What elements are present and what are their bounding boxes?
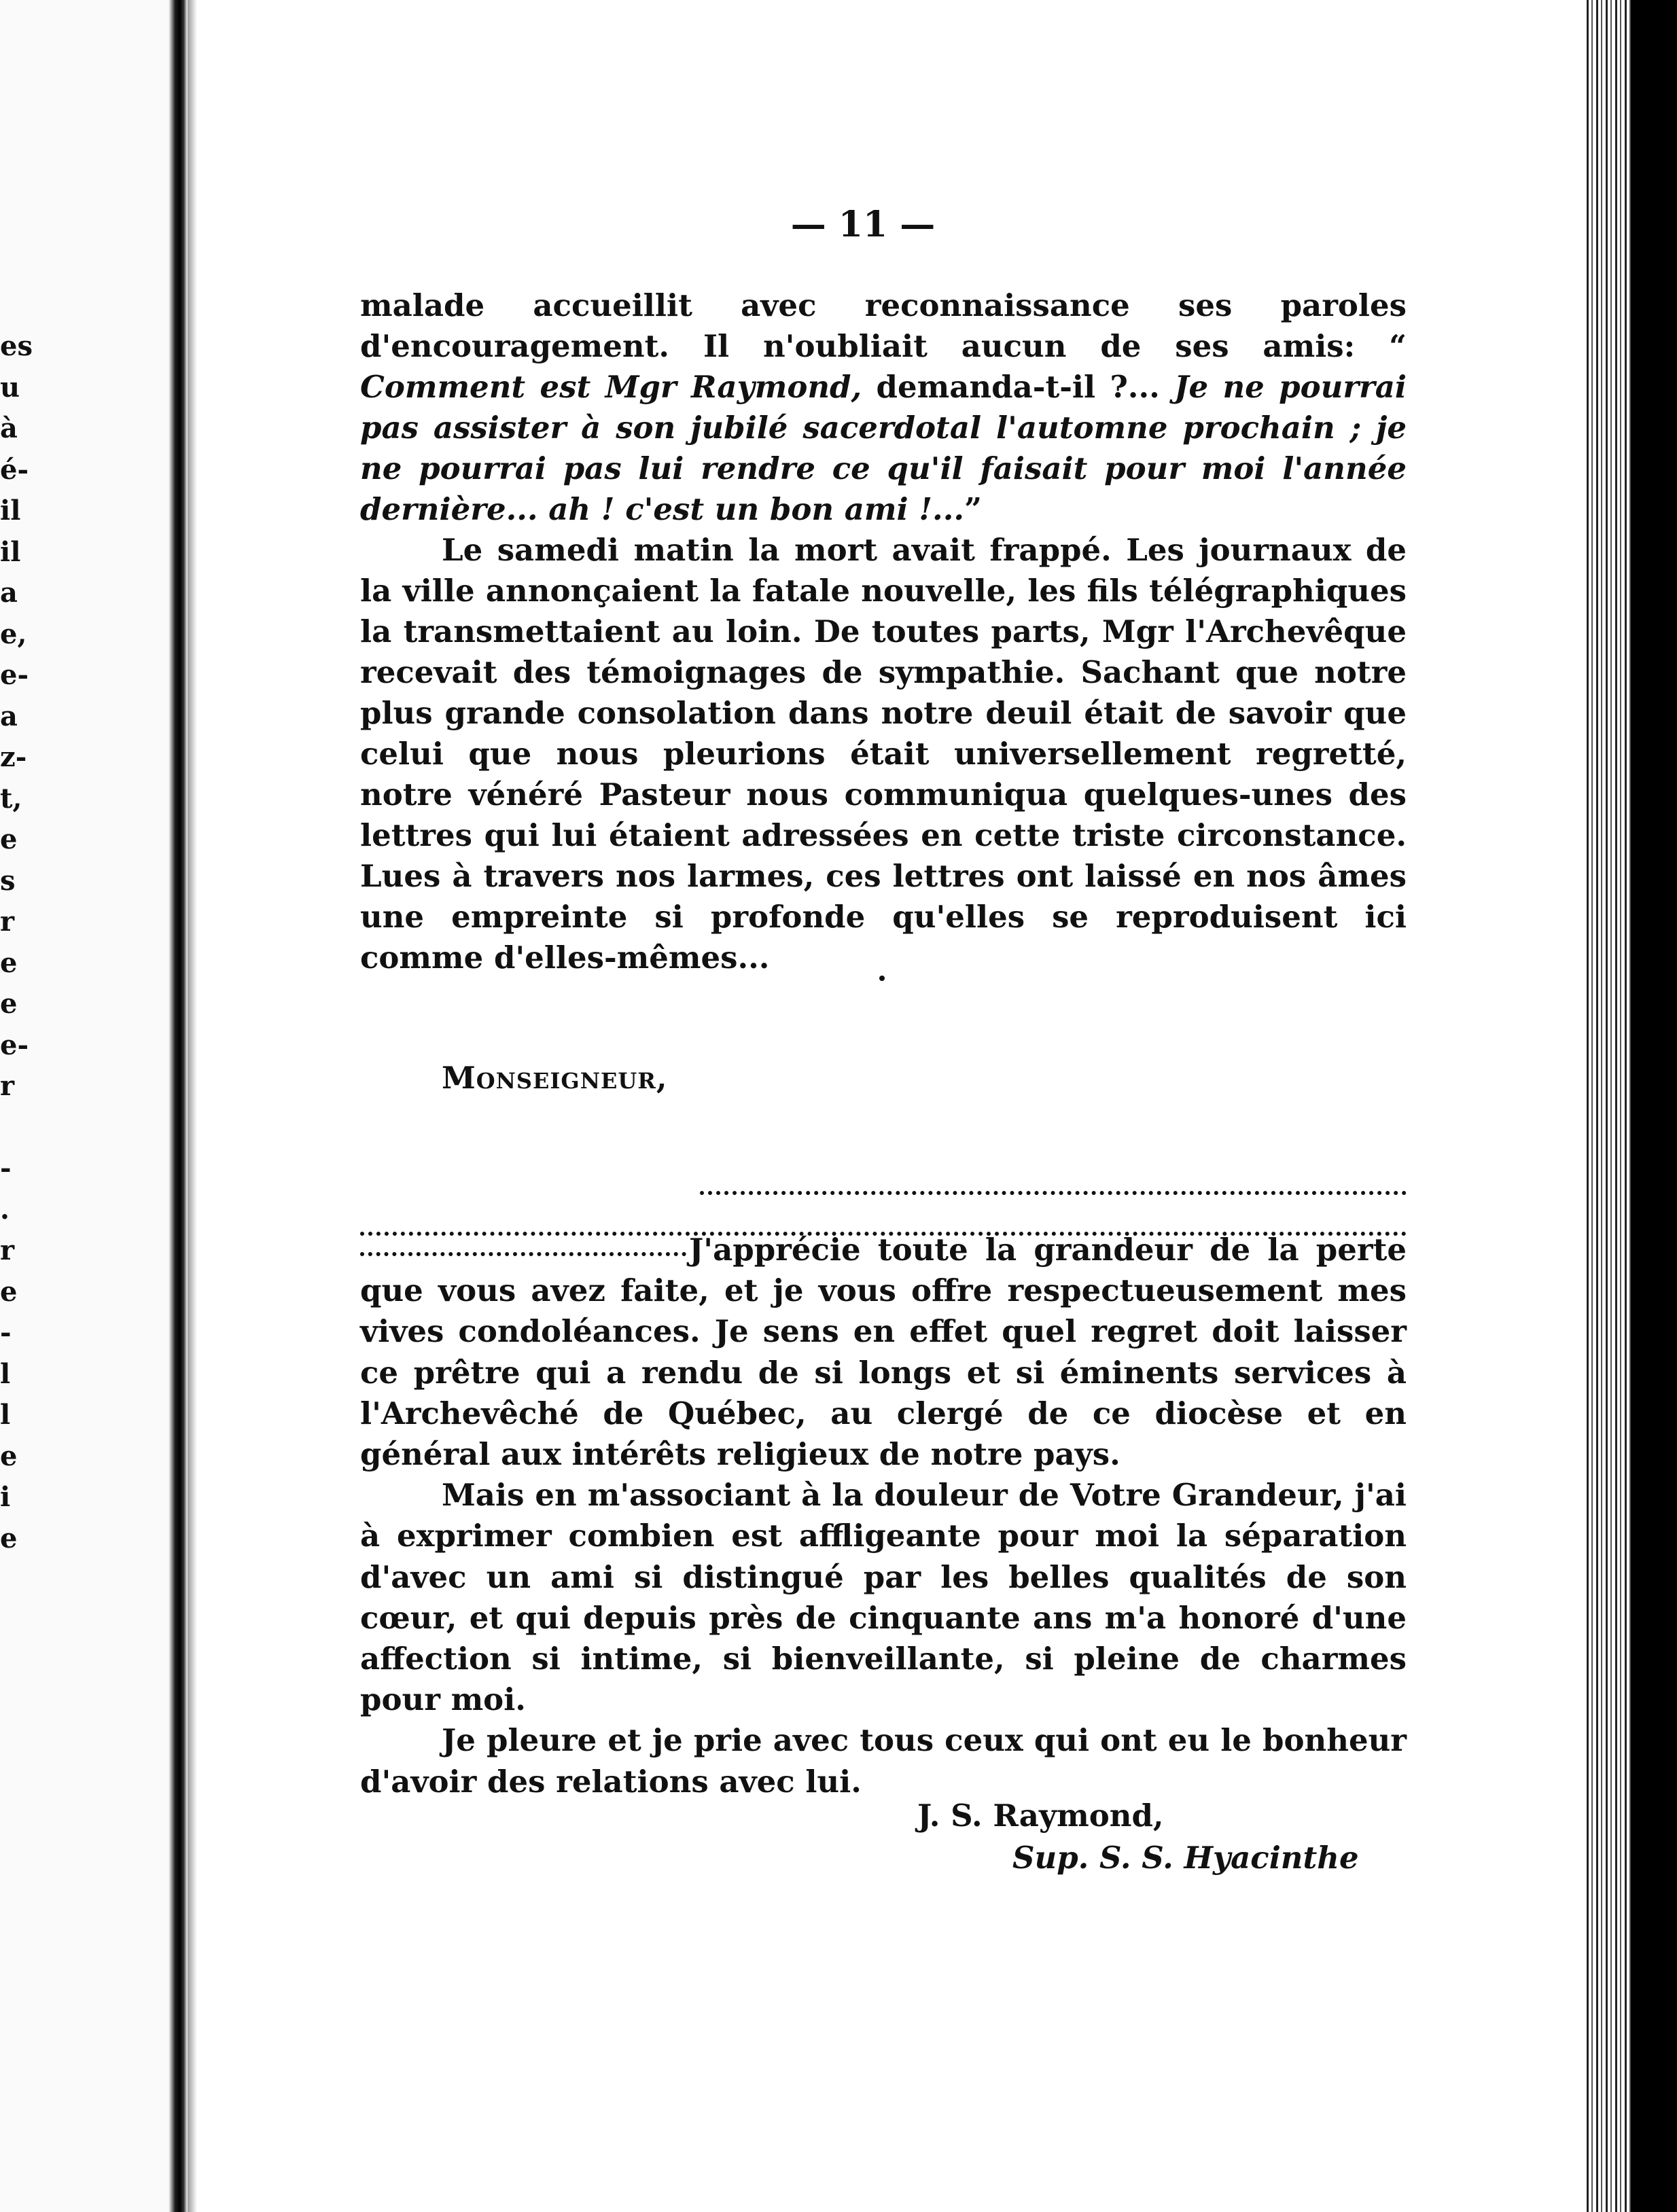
facing-page-fragment: s	[0, 864, 16, 897]
facing-page-fragments	[0, 326, 33, 1559]
facing-page-fragment: e-	[0, 659, 29, 691]
facing-page-edge	[0, 0, 170, 2212]
facing-page-fragment: à	[0, 412, 18, 444]
ornament-dot	[879, 976, 885, 981]
facing-page-fragment: e,	[0, 618, 27, 650]
letter-paragraph-1-text: J'apprécie toute la grandeur de la perte que vous avez faite, et je vous offre respectueusement mes vives condoléances. Je sens en effet quel regret doit laisser ce prêtre qui a rendu de si longs et si éminents services à l'Archevêché de Québec, au clergé de ce diocèse et en général aux intérêts religieux de notre pays.	[360, 1232, 1407, 1473]
scan-border	[1631, 0, 1677, 2212]
paragraph-1-italic-a: Comment est Mgr Raymond,	[360, 369, 862, 405]
facing-page-fragment: é-	[0, 453, 29, 486]
letter-body	[360, 1230, 1407, 1802]
signature	[917, 1795, 1359, 1879]
letter-paragraph-3: Je pleure et je prie avec tous ceux qui ont eu le bonheur d'avoir des relations avec lui.	[360, 1722, 1407, 1800]
facing-page-fragment	[0, 1107, 27, 1149]
page-number: — 11 —	[790, 204, 936, 245]
facing-page-fragment: a	[0, 700, 18, 732]
paragraph-2: Le samedi matin la mort avait frappé. Les journaux de la ville annonçaient la fatale nouvelle, les fils télégraphiques la transmettaient au loin. De toutes parts, Mgr l'Archevêque recevait des témoignages de sympathie. Sachant que notre plus grande consolation dans notre deuil était de savoir que celui que nous pleurions était universellement regretté, notre vénéré Pasteur nous communiqua quelques-unes des lettres qui lui étaient adressées en cette triste circonstance. Lues à travers nos larmes, ces lettres ont laissé en nos âmes une empreinte si profonde qu'elles se reproduisent ici comme d'elles-mêmes...	[360, 532, 1407, 976]
facing-page-fragment: i	[0, 1481, 11, 1513]
letter-salutation: Monseigneur,	[442, 1060, 668, 1096]
dotted-leader	[700, 1191, 1407, 1195]
signature-name: J. S. Raymond,	[917, 1798, 1164, 1834]
facing-page-fragment: r	[0, 1070, 15, 1102]
facing-page-fragment: u	[0, 371, 20, 404]
facing-page-fragment: e	[0, 988, 18, 1020]
facing-page-fragment: -	[0, 1317, 12, 1349]
elision-line	[360, 1165, 1407, 1206]
binding-gutter	[169, 0, 188, 2212]
facing-page-fragment: e	[0, 1440, 18, 1472]
facing-page-fragment: e	[0, 823, 18, 855]
signature-title: Sup. S. S. Hyacinthe	[1012, 1840, 1359, 1876]
facing-page-fragment: e	[0, 1275, 18, 1308]
paragraph-1-text-b: demanda-t-il ?...	[862, 369, 1175, 405]
facing-page-fragment: il	[0, 495, 21, 527]
facing-page-fragment: e-	[0, 1029, 29, 1061]
gutter-shadow	[188, 0, 197, 2212]
dotted-leader	[360, 1238, 686, 1256]
letter-paragraph-1	[360, 1230, 1407, 1475]
facing-page-fragment: t,	[0, 782, 22, 815]
facing-page-fragment: z-	[0, 741, 27, 773]
paragraph-1-text-a: malade accueillit avec reconnaissance ses paroles d'encouragement. Il n'oubliait aucun de ses amis: “	[360, 287, 1407, 364]
facing-page-fragment: -	[0, 1152, 12, 1184]
paragraph-1-text-c: ”	[964, 491, 982, 527]
facing-page-fragment: e	[0, 946, 18, 979]
facing-page-fragment: e	[0, 1522, 18, 1554]
facing-page-fragment: es	[0, 330, 33, 362]
facing-page-fragment: r	[0, 1234, 15, 1266]
facing-page-fragment: l	[0, 1357, 11, 1390]
facing-page-fragment: r	[0, 906, 15, 938]
body-text	[360, 285, 1407, 978]
facing-page-fragment: il	[0, 535, 21, 568]
letter-paragraph-2: Mais en m'associant à la douleur de Votre Grandeur, j'ai à exprimer combien est affligeante pour moi la séparation d'avec un ami si distingué par les belles qualités de son cœur, et qui depuis près de cinquante ans m'a honoré d'une affection si intime, si bienveillante, si pleine de charmes pour moi.	[360, 1477, 1407, 1718]
facing-page-fragment: l	[0, 1399, 11, 1431]
facing-page-fragment: a	[0, 577, 18, 609]
paragraph-1	[360, 285, 1407, 530]
facing-page-fragment: .	[0, 1193, 10, 1226]
paragraph-1-italic-b: Je ne pourrai pas assister à son jubilé sacerdotal l'automne prochain ; je ne pourrai pas lui rendre ce qu'il faisait pour moi l'année dernière... ah ! c'est un bon ami !...	[360, 369, 1407, 527]
